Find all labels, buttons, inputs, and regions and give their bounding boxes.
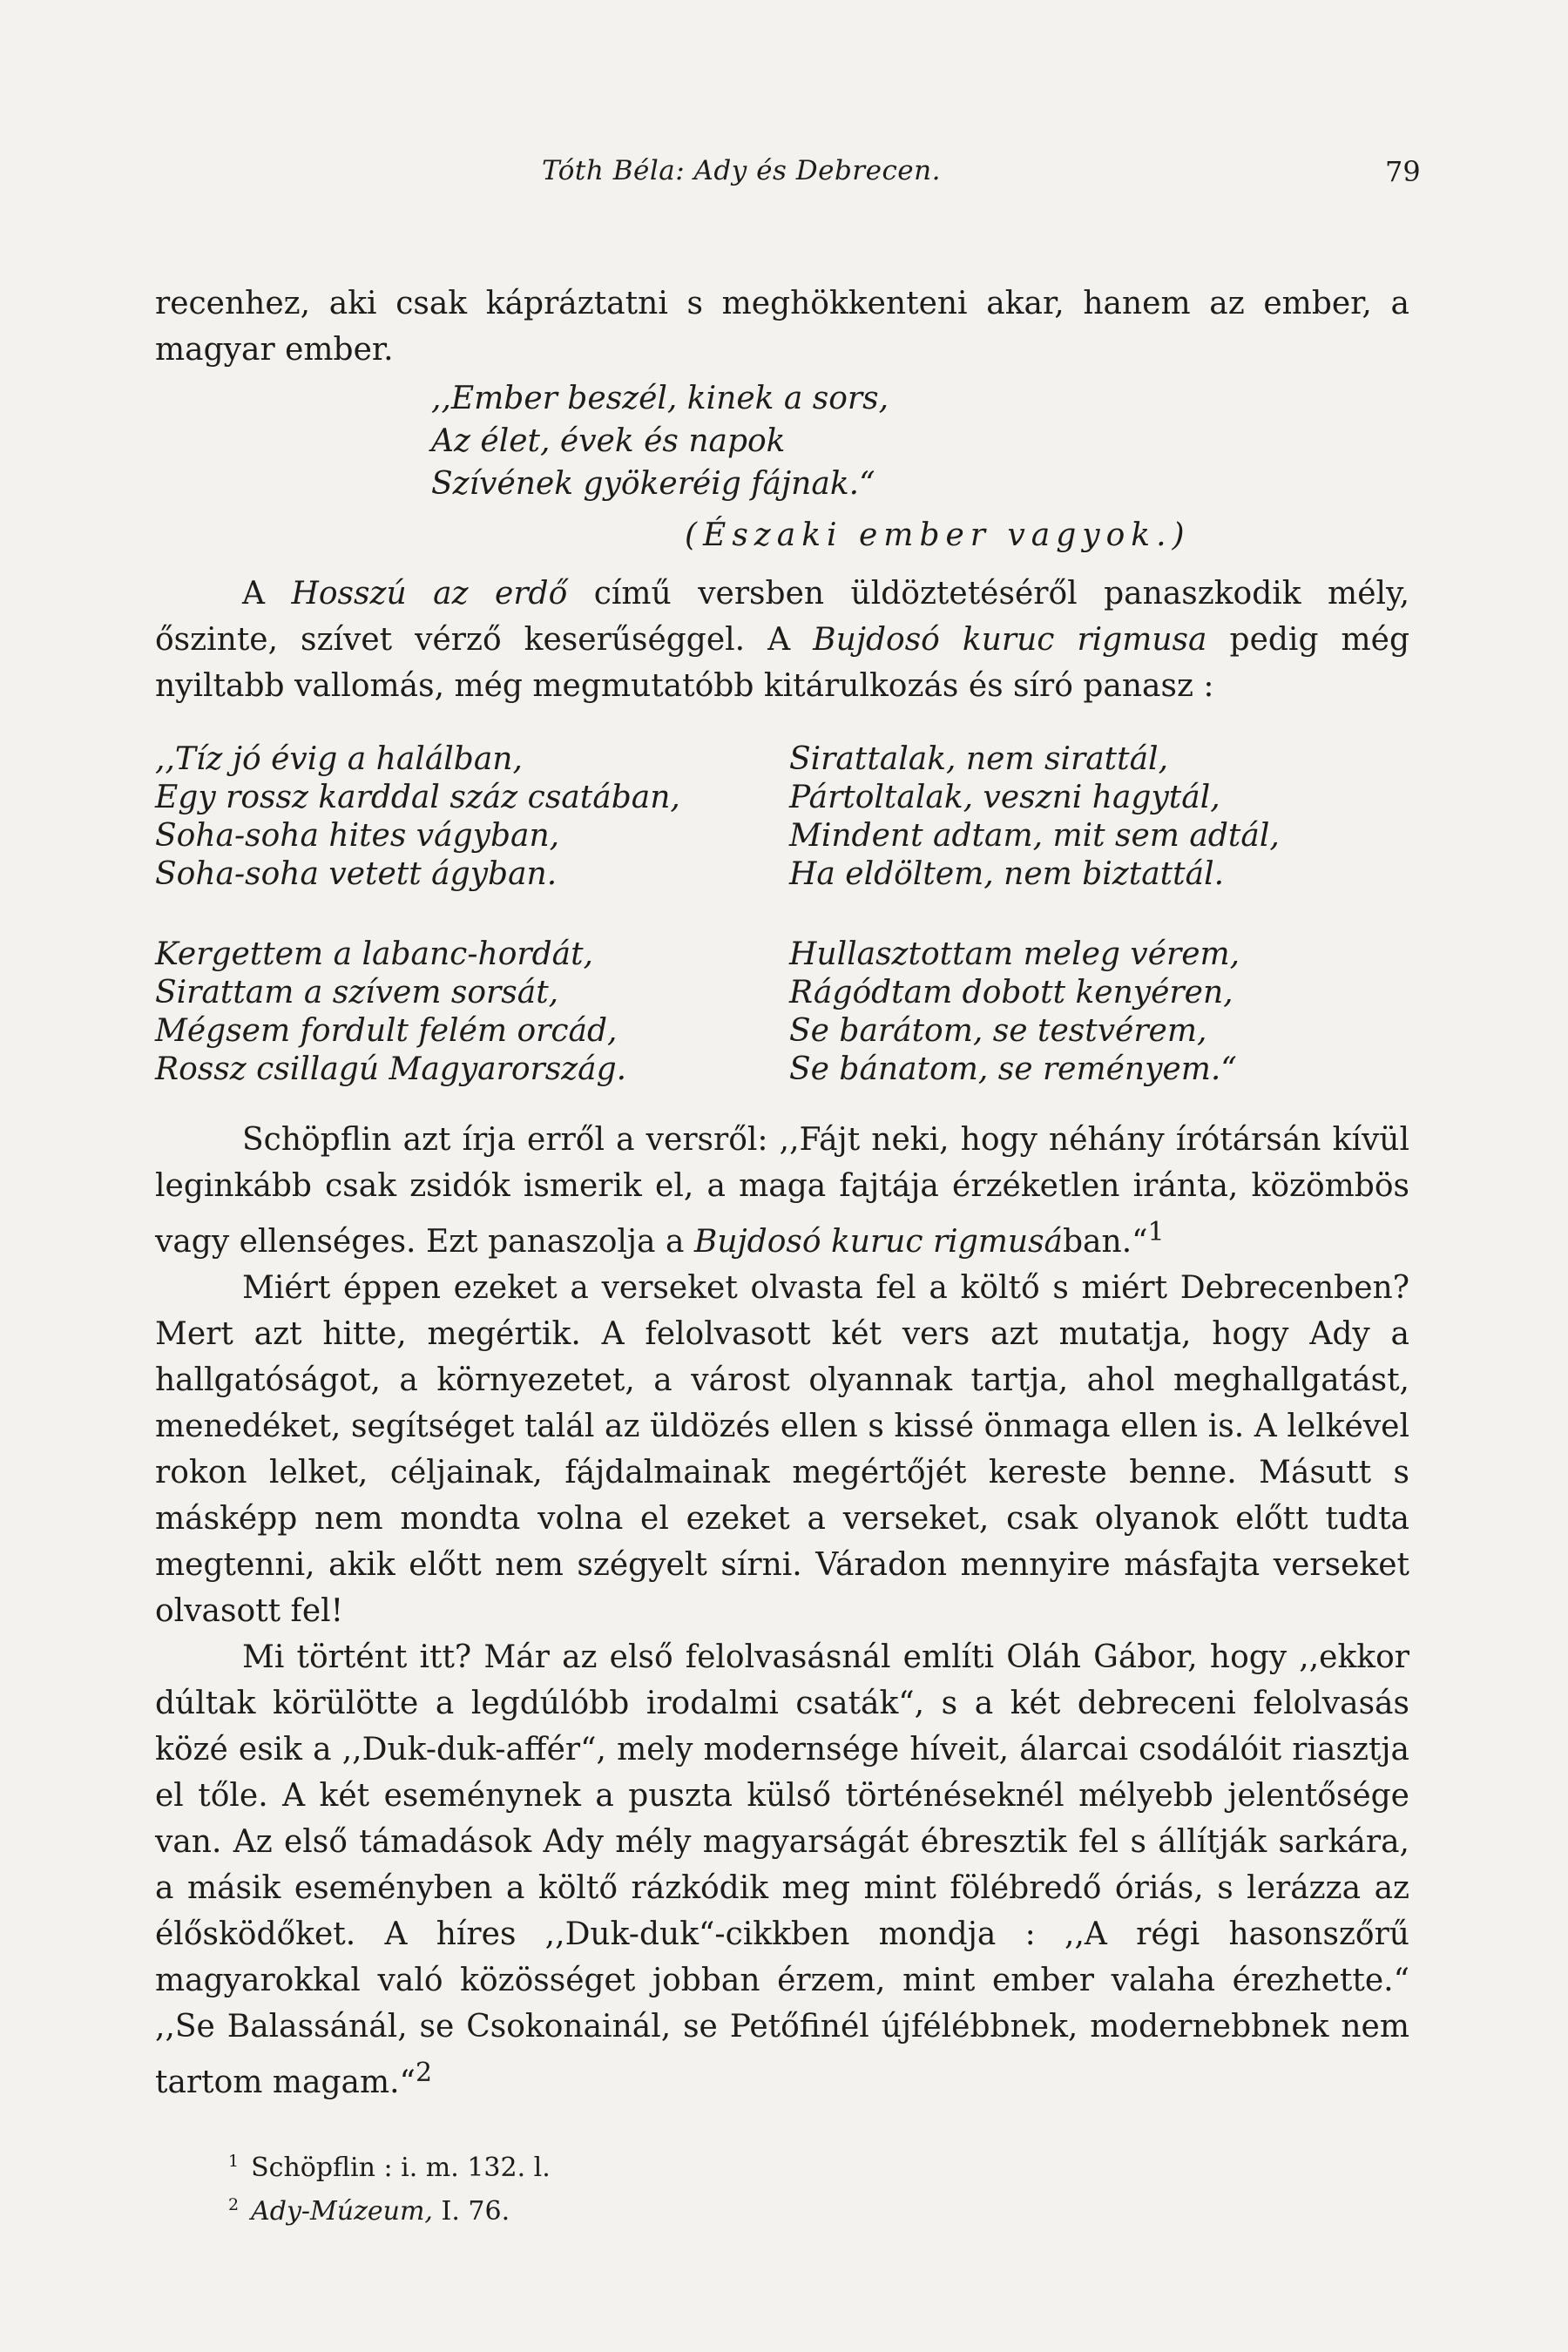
body-text: [155, 280, 1409, 2105]
verse-line: Mindent adtam, mit sem adtál,: [789, 818, 1280, 854]
footnote-ref: 2: [415, 2058, 433, 2088]
stanza-2: [789, 740, 1409, 894]
verse-line: Pártoltalak, veszni hagytál,: [789, 780, 1220, 815]
text-run: A: [242, 576, 292, 612]
text-run: pedig még nyiltabb vallomás, még megmutatóbb kitárulkozás és síró panasz :: [155, 622, 1410, 704]
verse-line: Soha-soha vetett ágyban.: [155, 856, 558, 892]
verse-line: Az élet, évek és napok: [431, 423, 786, 459]
verse-line: Kergettem a labanc-hordát,: [155, 936, 593, 972]
page-number: 79: [1385, 155, 1421, 188]
verse-line: Mégsem fordult felém orcád,: [155, 1013, 618, 1049]
footnote-source: Ady-Múzeum,: [251, 2196, 433, 2227]
paragraph-2: [155, 571, 1409, 709]
paragraph-1: recenhez, aki csak kápráztatni s meghökkenteni akar, hanem az ember, a magyar ember.: [155, 286, 1409, 368]
verse-line: Sirattam a szívem sorsát,: [155, 975, 559, 1010]
footnote-mark: 2: [228, 2195, 240, 2214]
footnote-1: [228, 2143, 551, 2186]
paragraph-3: [155, 1117, 1409, 1265]
verse-attribution: (Északi ember vagyok.): [685, 517, 1191, 553]
verse-line: Sirattalak, nem sirattál,: [789, 741, 1169, 777]
footnote-mark: 1: [228, 2152, 240, 2171]
verse-quote-1: [431, 377, 1409, 505]
footnote-text: Schöpflin : i. m. 132. l.: [251, 2153, 551, 2183]
paragraph-5: [155, 1634, 1409, 2105]
footnote-2: [228, 2186, 551, 2230]
footnote-ref: 1: [1147, 1217, 1165, 1247]
verse-line: ,,Tíz jó évig a halálban,: [155, 741, 523, 777]
stanza-3: [155, 936, 789, 1089]
footnote-text: I. 76.: [432, 2196, 510, 2227]
verse-line: Se barátom, se testvérem,: [789, 1013, 1207, 1049]
verse-line: Szívének gyökeréig fájnak.“: [431, 466, 875, 502]
footnotes: [228, 2143, 551, 2230]
verse-line: Rágódtam dobott kenyéren,: [789, 975, 1233, 1010]
verse-line: Hullasztottam meleg vérem,: [789, 936, 1240, 972]
text-run: Mi történt itt? Már az első felolvasásnál említi Oláh Gábor, hogy ,,ekkor dúltak körülötte a legdúlóbb irodalmi csaták“, s a két debreceni felolvasás közé esik a ,,Duk-duk-affér“, mely modernsége híveit, álarcai csodálóit riasztja el tőle. A két eseménynek a puszta külső történéseknél mélyebb jelentősége van. Az első támadások Ady mély magyarságát ébresztik fel s állítják sarkára, a másik eseményben a költő rázkódik meg mint fölébredő óriás, s lerázza az élősködőket. A híres ,,Duk-duk“-cikkben mondja : ,,A régi hasonszőrű magyarokkal való közösséget jobban érzem, mint ember valaha érezhette.“ ,,Se Balassánál, se Csokonainál, se Petőfinél újfélébbnek, modernebbnek nem tartom magam.“: [155, 1639, 1409, 2100]
running-title: Tóth Béla: Ady és Debrecen.: [542, 155, 941, 186]
verse-line: Rossz csillagú Magyarország.: [155, 1051, 627, 1087]
verse-line: Egy rossz karddal száz csatában,: [155, 780, 680, 815]
verse-line: Soha-soha hites vágyban,: [155, 818, 560, 854]
poem-title: Bujdosó kuruc rigmusá: [693, 1224, 1063, 1260]
poem-stanzas: [155, 740, 1409, 1089]
paragraph-4: Miért éppen ezeket a verseket olvasta fel a költő s miért Debrecenben? Mert azt hitte, megértik. A felolvasott két vers azt mutatja, hogy Ady a hallgatóságot, a környezetet, a várost olyannak tartja, ahol meghallgatást, menedéket, segítséget talál az üldözés ellen s kissé önmaga ellen is. A lelkével rokon lelket, céljainak, fájdalmainak megértőjét kereste benne. Másutt s másképp nem mondta volna el ezeket a verseket, csak olyanok előtt tudta megtenni, akik előtt nem szégyelt sírni. Váradon mennyire másfajta verseket olvasott fel!: [155, 1270, 1409, 1629]
stanza-4: [789, 936, 1409, 1089]
poem-title: Hosszú az erdő: [291, 576, 568, 612]
stanza-1: [155, 740, 789, 894]
text-run: ban.“: [1063, 1224, 1148, 1260]
page-header: [0, 155, 1568, 199]
verse-line: Ha eldöltem, nem biztattál.: [789, 856, 1225, 892]
verse-line: ,,Ember beszél, kinek a sors,: [431, 381, 889, 416]
verse-line: Se bánatom, se reményem.“: [789, 1051, 1237, 1087]
text-run: Schöpflin azt írja erről a versről: ,,Fájt neki, hogy néhány írótársán kívül leginkább csak zsidók ismerik el, a maga fajtája érzéketlen iránta, közömbös vagy ellenséges. Ezt panaszolja a: [155, 1122, 1409, 1260]
text-run: című versben üldöztetéséről panaszkodik mély, őszinte, szívet vérző keserűséggel. A: [155, 576, 1410, 658]
poem-title: Bujdosó kuruc rigmusa: [813, 622, 1207, 658]
